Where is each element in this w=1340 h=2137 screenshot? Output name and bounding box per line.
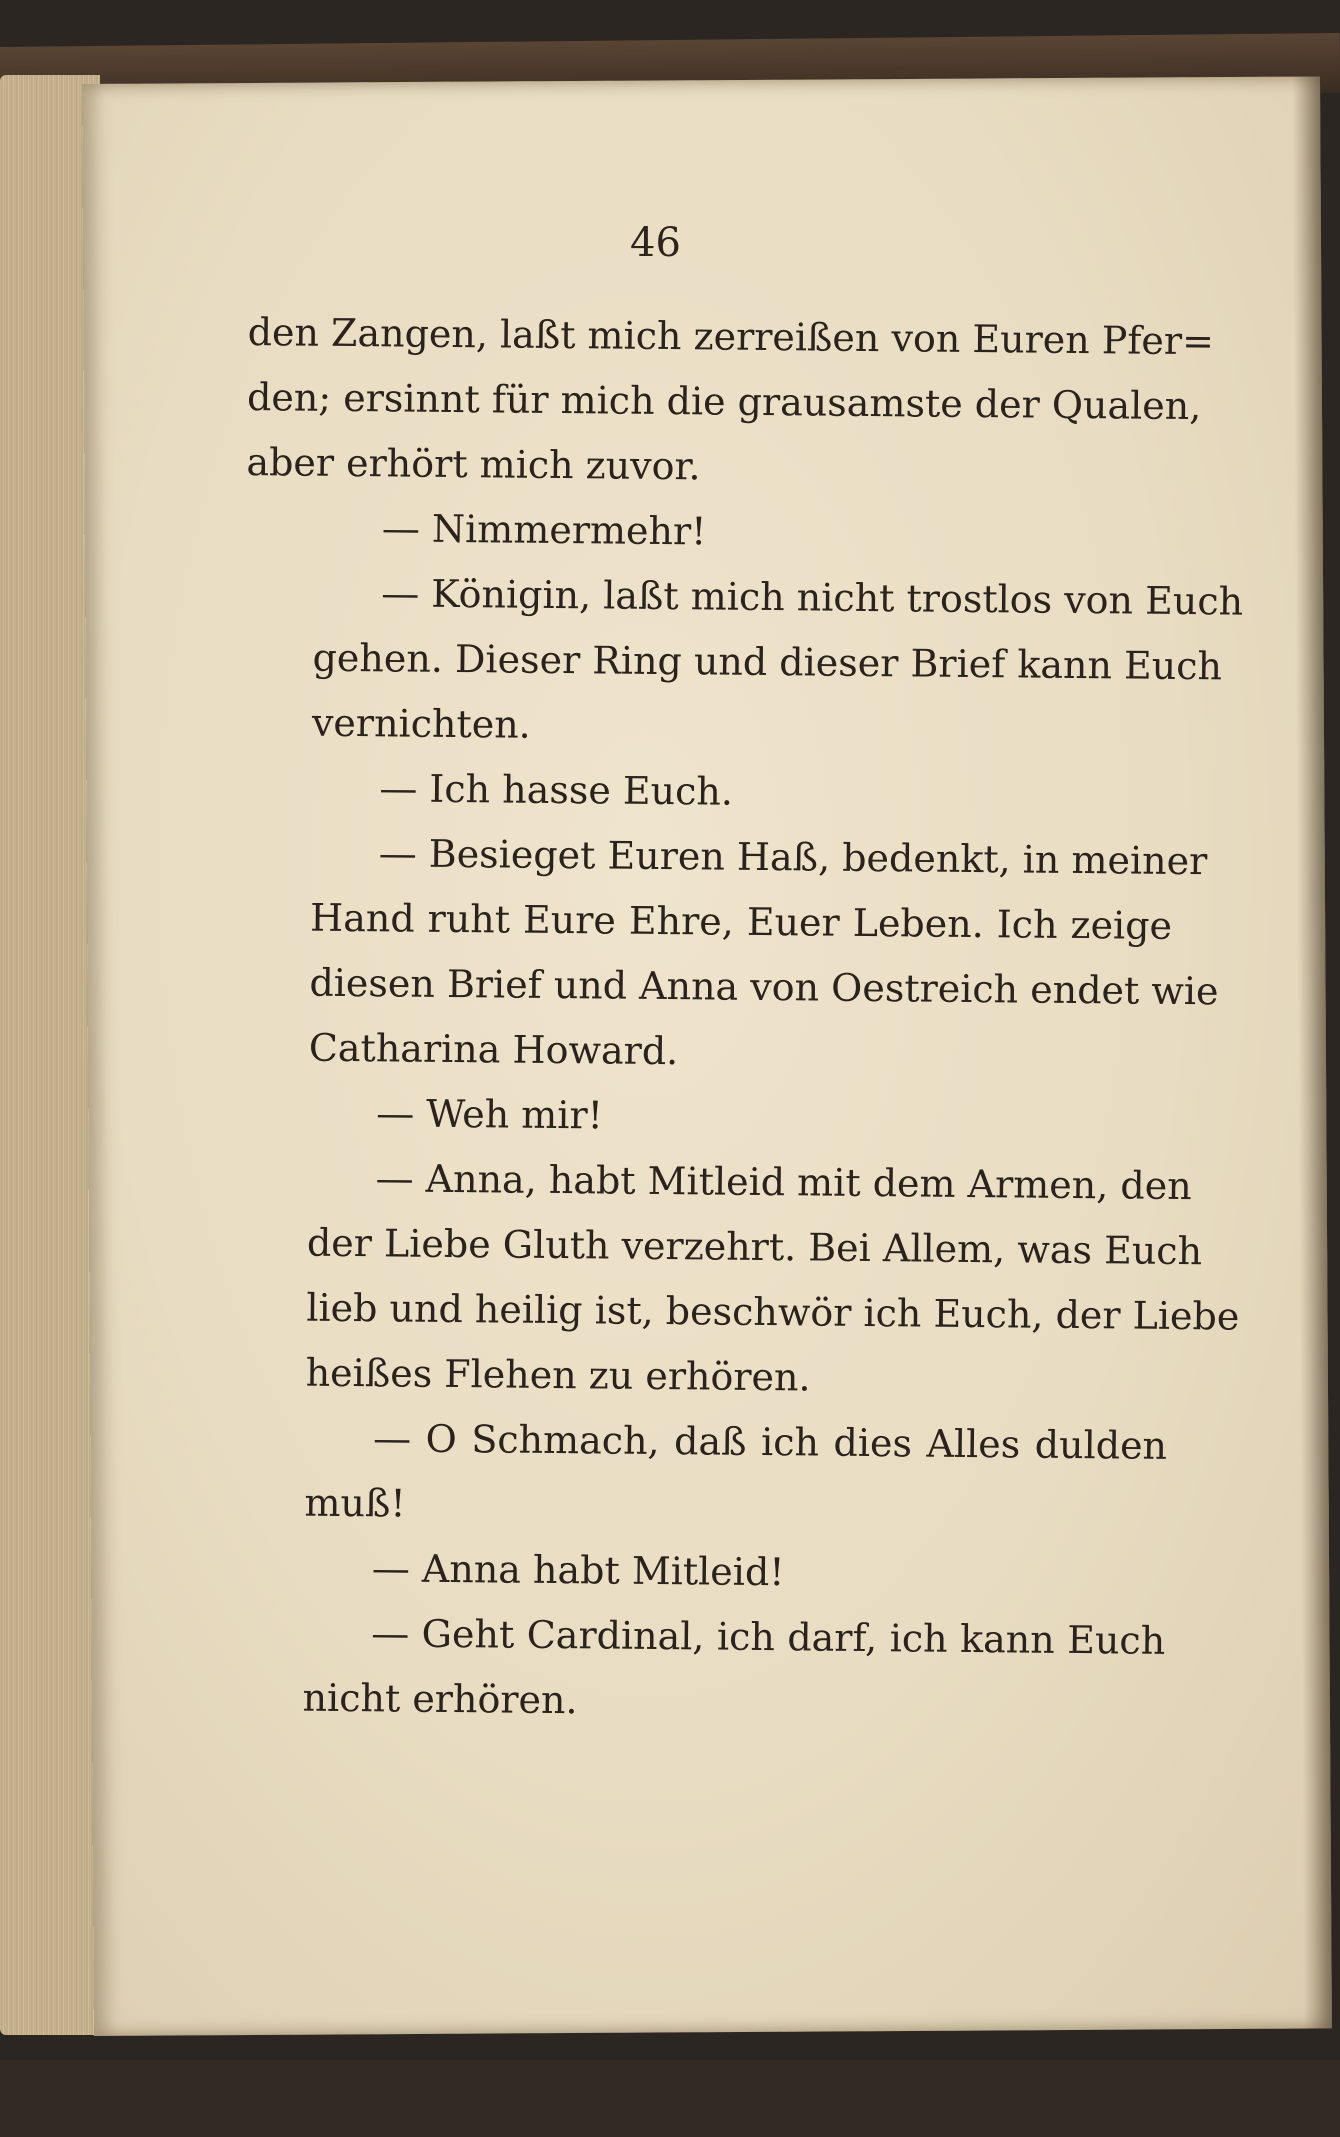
paragraph	[243, 755, 1174, 829]
text-line: — Königin, laßt mich nicht trostlos von Euch	[380, 571, 1244, 624]
text-line: Hand ruht Eure Ehre, Euer Leben. Ich zeige	[309, 895, 1173, 948]
paragraph	[241, 820, 1219, 1089]
text-line: Catharina Howard.	[308, 1025, 679, 1074]
text-line: — Anna, habt Mitleid mit dem Armen, den	[375, 1156, 1192, 1209]
paragraph	[234, 1600, 1165, 1739]
page-number: 46	[630, 220, 681, 266]
text-line: — Ich hasse Euch.	[379, 766, 734, 814]
text-line: — O Schmach, daß ich dies Alles dulden	[372, 1416, 1168, 1468]
text-line: heißes Flehen zu erhören.	[305, 1350, 811, 1400]
text-line: — Besieget Euren Haß, bedenkt, in meiner	[378, 831, 1208, 884]
paragraph	[236, 1405, 1167, 1544]
text-line: — Geht Cardinal, ich darf, ich kann Euch	[370, 1611, 1166, 1663]
page-text-body	[234, 300, 1244, 1739]
page-gutter-shadow	[1292, 76, 1332, 2028]
text-line: — Nimmermehr!	[381, 506, 707, 554]
text-line: aber erhört mich zuvor.	[246, 439, 701, 489]
text-line: lieb und heilig ist, beschwör ich Euch, der Liebe	[306, 1285, 1240, 1339]
book-cover-bottom-edge	[0, 2060, 1340, 2137]
text-line: — Anna habt Mitleid!	[371, 1546, 785, 1595]
paragraph	[246, 300, 1215, 504]
text-line: den Zangen, laßt mich zerreißen von Euren Pfer=	[247, 309, 1215, 364]
text-line: muß!	[304, 1480, 406, 1526]
text-line: gehen. Dieser Ring und dieser Brief kann Euch	[312, 635, 1223, 689]
text-line: — Weh mir!	[375, 1091, 604, 1138]
text-line: diesen Brief und Anna von Oestreich endet wie	[309, 960, 1219, 1014]
text-line: der Liebe Gluth verzehrt. Bei Allem, was Euch	[306, 1220, 1203, 1274]
paragraph	[244, 560, 1244, 764]
text-line: nicht erhören.	[302, 1675, 578, 1723]
text-line: vernichten.	[311, 700, 531, 747]
paragraph	[240, 1080, 1171, 1154]
paragraph	[236, 1535, 1167, 1609]
paragraph	[246, 495, 1177, 569]
text-line: den; ersinnt für mich die grausamste der Qualen,	[246, 374, 1202, 429]
paragraph	[237, 1145, 1240, 1414]
